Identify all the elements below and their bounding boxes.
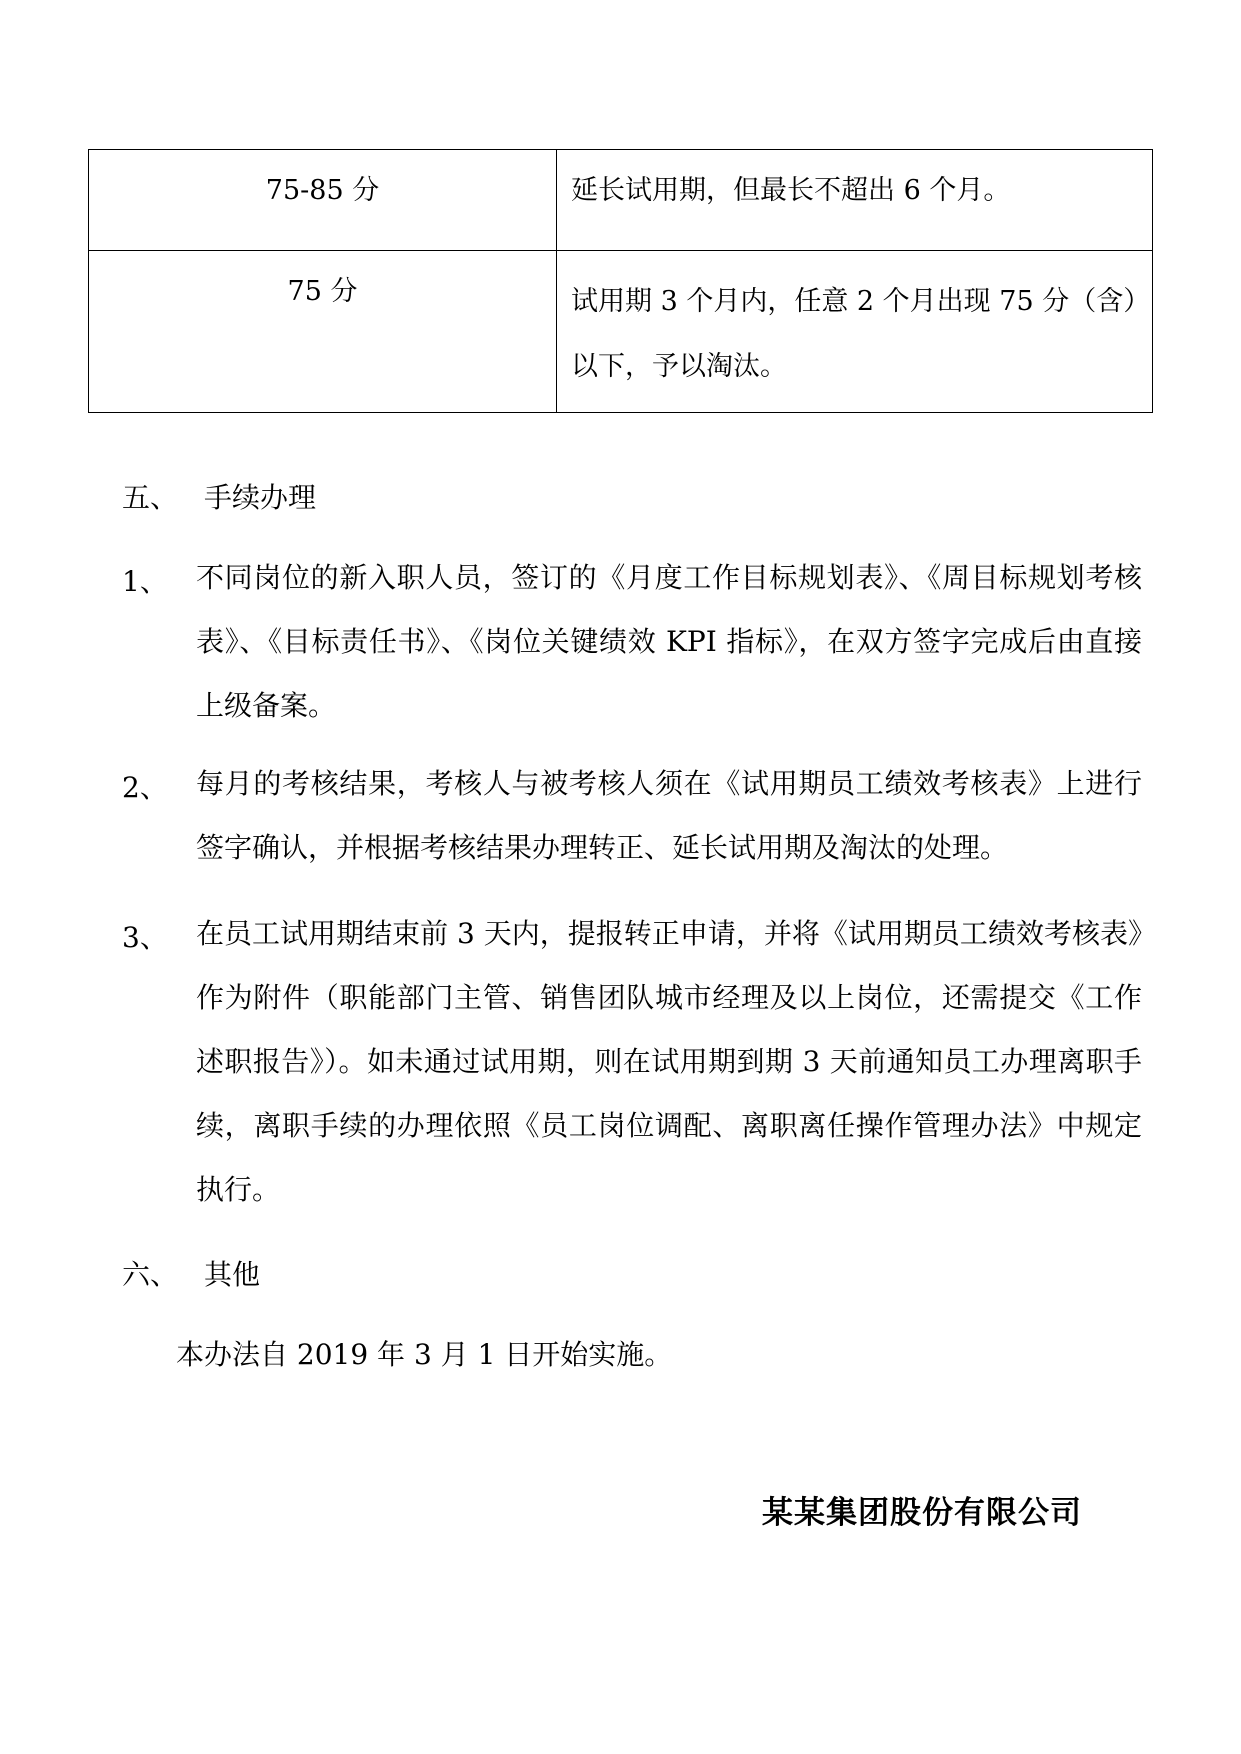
- score-table: [88, 149, 1153, 413]
- section-title: 手续办理: [204, 481, 317, 514]
- item-text: 不同岗位的新入职人员，签订的《月度工作目标规划表》、《周目标规划考核表》、《目标责任书》、《岗位关键绩效 KPI 指标》，在双方签字完成后由直接上级备案。: [196, 561, 1142, 722]
- closing-statement: 本办法自 2019 年 3 月 1 日开始实施。: [176, 1338, 673, 1371]
- item-number: 3、: [122, 921, 168, 954]
- score-cell: 75 分: [89, 251, 557, 413]
- item-number: 2、: [122, 771, 168, 804]
- item-text: 在员工试用期结束前 3 天内，提报转正申请，并将《试用期员工绩效考核表》作为附件（职能部门主管、销售团队城市经理及以上岗位，还需提交《工作述职报告》）。如未通过试用期，则在试用期到期 3 天前通知员工办理离职手续，离职手续的办理依照《员工岗位调配、离职离任操作管理办法》中规定执行。: [196, 917, 1142, 1206]
- result-cell: 延长试用期，但最长不超出 6 个月。: [557, 150, 1153, 251]
- table-row: [89, 150, 1153, 251]
- section-number: 五、: [122, 481, 179, 514]
- score-cell: 75-85 分: [89, 150, 557, 251]
- result-cell: 试用期 3 个月内，任意 2 个月出现 75 分（含）以下，予以淘汰。: [557, 251, 1153, 413]
- section-title: 其他: [204, 1258, 261, 1291]
- item-text: 每月的考核结果，考核人与被考核人须在《试用期员工绩效考核表》上进行签字确认，并根据考核结果办理转正、延长试用期及淘汰的处理。: [196, 767, 1142, 864]
- item-number: 1、: [122, 565, 168, 598]
- table-row: [89, 251, 1153, 413]
- company-name: 某某集团股份有限公司: [762, 1495, 1082, 1531]
- section-number: 六、: [122, 1258, 179, 1291]
